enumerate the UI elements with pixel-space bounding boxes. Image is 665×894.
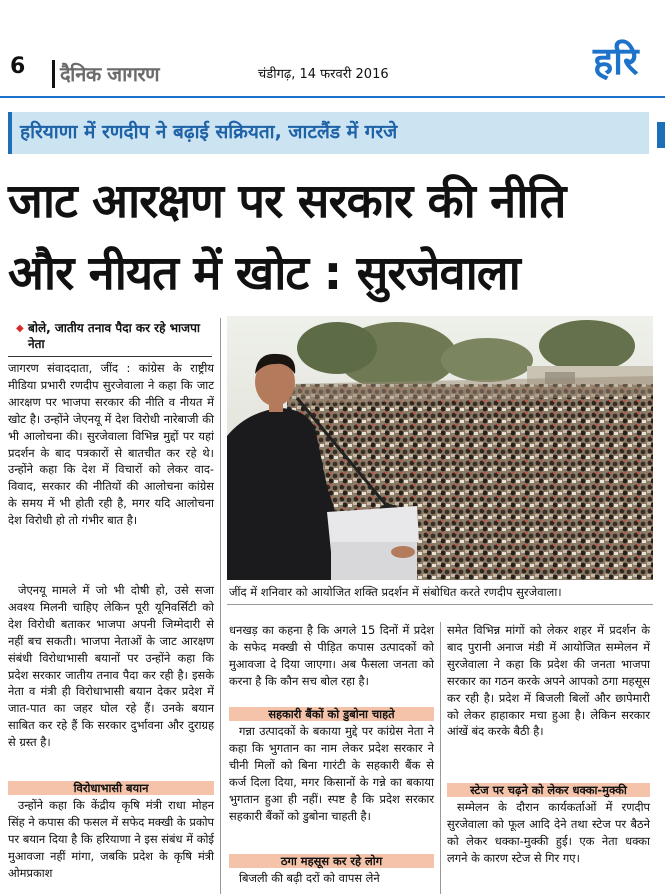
article-subhead: विरोधाभासी बयान [8,781,214,795]
diamond-bullet-icon: ◆ [16,323,24,334]
article-subhead: स्टेज पर चढ़ने को लेकर धक्का-मुक्की [447,783,650,797]
article-paragraph: जागरण संवाददाता, जींद : कांग्रेस के राष्ट्रीय मीडिया प्रभारी रणदीप सुरजेवाला ने कहा कि जाट आरक्षण पर भाजपा सरकार की नीति व नीयत में खोट है। उन्होंने जेएनयू में देश विरोधी नारेबाजी की भी आलोचना की। सुरजेवाला विभिन्न मुद्दों पर यहां प्रदर्शन के बाद पत्रकारों से बातचीत कर रहे थे। उन्होंने कहा कि देश में विचारों को लेकर वाद-विवाद, सरकार की नीतियों की आलोचना कांग्रेस के समय में भी होती रही है, मगर यदि आलोचना देश विरोधी हो तो गंभीर बात है। [8,361,214,528]
article-paragraph: उन्होंने कहा कि केंद्रीय कृषि मंत्री राधा मोहन सिंह ने कपास की फसल में सफेद मक्खी के प्रकोप पर बयान दिया है कि हरियाणा ने इस संबंध में कोई मुआवजा नहीं मांगा, जबकि प्रदेश के कृषि मंत्री ओमप्रकाश [8,798,214,880]
page-number: 6 [10,54,26,79]
photo-caption: जींद में शनिवार को आयोजित शक्ति प्रदर्शन में संबोधित करते रणदीप सुरजेवाला। [229,585,562,599]
caption-rule [227,604,653,605]
masthead-divider [52,60,55,88]
sub-kicker-rule [8,356,212,357]
column-divider [220,318,221,894]
section-brand: हरि [593,39,639,83]
header-rule [0,96,665,98]
article-subhead: ठगा महसूस कर रहे लोग [229,854,434,868]
article-paragraph: बिजली की बढ़ी दरों को वापस लेने [239,871,380,885]
headline-line-1: जाट आरक्षण पर सरकार की नीति [8,174,566,229]
article-paragraph: धनखड़ का कहना है कि अगले 15 दिनों में प्रदेश के सफेद मक्खी से पीड़ित कपास उत्पादकों को मुआवजा दे दिया जाएगा। अब फैसला जनता को करना है कि कौन सच बोल रहा है। [229,623,434,688]
article-paragraph: गन्ना उत्पादकों के बकाया मुद्दे पर कांग्रेस नेता ने कहा कि भुगतान का नाम लेकर प्रदेश सरकार ने चीनी मिलों को बिना गारंटी के सहकारी बैंक से कर्ज दिला दिया, मगर किसानों के गन्ने का बकाया भुगतान हुआ ही नहीं। स्पष्ट है कि प्रदेश सरकार सहकारी बैंकों को डुबोना चाहती है। [229,724,434,823]
article-paragraph: सम्मेलन के दौरान कार्यकर्ताओं में रणदीप सुरजेवाला को फूल आदि देने तथा स्टेज पर बैठने को लेकर धक्का-मुक्की हुई। एक नेता धक्का लगने के कारण स्टेज से गिर गए। [447,800,650,865]
kicker-text: हरियाणा में रणदीप ने बढ़ाई सक्रियता, जाटलैंड में गरजे [20,121,398,143]
article-paragraph: समेत विभिन्न मांगों को लेकर शहर में प्रदर्शन के बाद पुरानी अनाज मंडी में आयोजित सम्मेलन में सुरजेवाला ने कहा कि प्रदेश की जनता भाजपा सरकार का गठन करके अपने आपको ठगा महसूस कर रही है। प्रदेश में बिजली बिलों और छापेमारी को लेकर हाहाकार मचा हुआ है। लेकिन सरकार आंखें बंद करके बैठी है। [447,623,650,739]
kicker-edge-mark [657,122,665,148]
article-paragraph: जेएनयू मामले में जो भी दोषी हो, उसे सजा अवश्य मिलनी चाहिए लेकिन पूरी यूनिवर्सिटी को देश विरोधी बताकर भाजपा अपनी जिम्मेदारी से नहीं बच सकती। भाजपा नेताओं के जाट आरक्षण संबंधी विरोधाभासी बयानों पर उन्होंने कहा कि प्रदेश सरकार जातीय तनाव पैदा कर रही है। इसके नेता व मंत्री ही विरोधाभासी बयान देकर प्रदेश में जात-पात का जहर घोल रहे हैं। उनके बयान साबित कर रहे हैं कि सरकार दुर्भावना और दुराग्रह से ग्रस्त है। [8,583,214,750]
sub-kicker: बोले, जातीय तनाव पैदा कर रहे भाजपा नेता [28,321,200,351]
headline-line-2: और नीयत में खोट : सुरजेवाला [8,246,520,301]
rally-photo [227,316,653,580]
article-subhead: सहकारी बैंकों को डुबोना चाहते [229,707,434,721]
column-divider [440,622,441,894]
dateline: चंडीगढ़, 14 फरवरी 2016 [258,67,389,82]
newspaper-masthead: दैनिक जागरण [60,62,160,86]
